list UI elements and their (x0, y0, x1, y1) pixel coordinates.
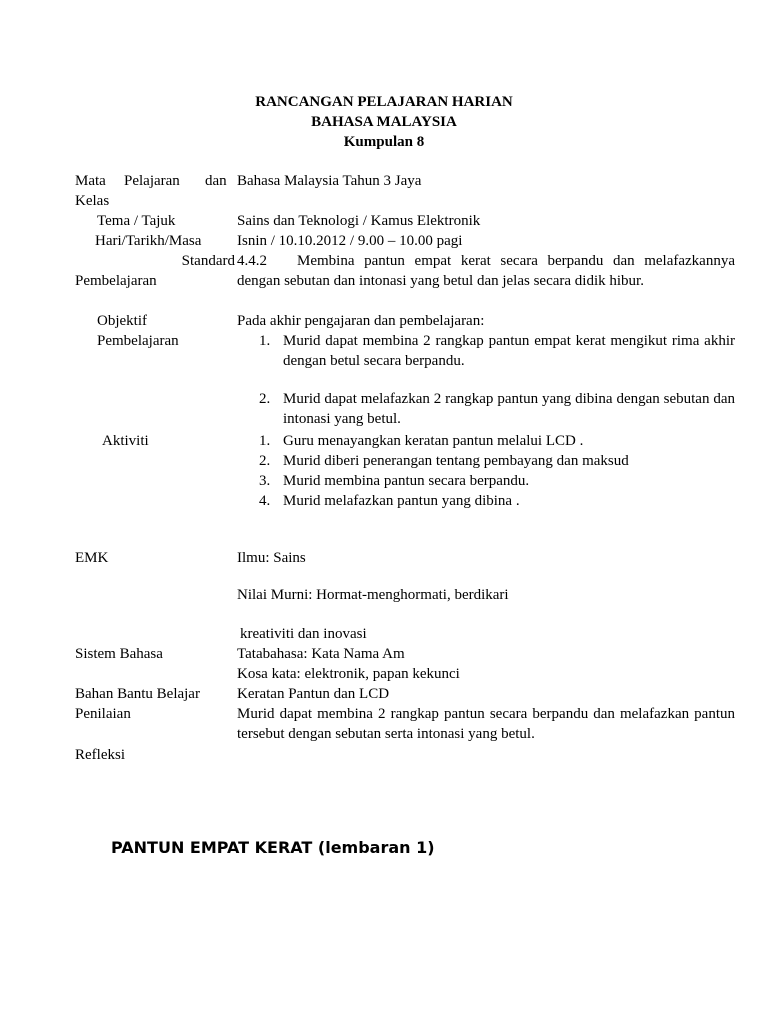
pantun-sheet-title: PANTUN EMPAT KERAT (lembaran 1) (111, 838, 435, 857)
standard-text: Membina pantun empat kerat secara berpandu dan melafazkannya dengan sebutan dan intonasi yang betul dan jelas secara didik hibur. (237, 253, 735, 289)
value-hari: Isnin / 10.10.2012 / 9.00 – 10.00 pagi (237, 233, 463, 249)
list-item: 4. Murid melafazkan pantun yang dibina . (259, 493, 520, 509)
label-refleksi: Refleksi (75, 747, 125, 763)
emk-ilmu: Ilmu: Sains (237, 550, 306, 566)
emk-kreativiti: kreativiti dan inovasi (240, 626, 367, 642)
label-mata: Mata (75, 173, 106, 189)
row-aktiviti (75, 431, 735, 511)
label-objektif-pembelajaran: Pembelajaran (97, 333, 179, 349)
label-penilaian: Penilaian (75, 706, 131, 722)
label-bahan-bantu: Bahan Bantu Belajar (75, 686, 200, 702)
label-pembelajaran: Pembelajaran (75, 273, 157, 289)
doc-title-line1: RANCANGAN PELAJARAN HARIAN (255, 94, 513, 110)
label-sistem-bahasa: Sistem Bahasa (75, 646, 163, 662)
sistem-kosa-kata: Kosa kata: elektronik, papan kekunci (237, 666, 460, 682)
list-item: 1. Guru menayangkan keratan pantun melalui LCD . (259, 433, 584, 449)
label-dan: dan (205, 173, 227, 189)
row-objektif (75, 311, 735, 431)
emk-nilai-murni: Nilai Murni: Hormat-menghormati, berdikari (237, 587, 509, 603)
label-standard: Standard (181, 253, 235, 269)
row-mata-pelajaran (75, 171, 735, 211)
doc-title-group: Kumpulan 8 (343, 134, 425, 150)
label-kelas: Kelas (75, 193, 110, 209)
label-objektif: Objektif (97, 313, 147, 329)
label-aktiviti: Aktiviti (102, 433, 149, 449)
sistem-tatabahasa: Tatabahasa: Kata Nama Am (237, 646, 405, 662)
value-penilaian: Murid dapat membina 2 rangkap pantun secara berpandu dan melafazkan pantun tersebut dengan sebutan serta intonasi yang betul. (237, 706, 735, 742)
list-item: 2. Murid diberi penerangan tentang pembayang dan maksud (259, 453, 629, 469)
label-hari: Hari/Tarikh/Masa (95, 233, 202, 249)
standard-code: 4.4.2 (237, 253, 267, 269)
list-item: 1. Murid dapat membina 2 rangkap pantun empat kerat mengikut rima akhir dengan betul secara berpandu. (259, 333, 735, 369)
label-pelajaran: Pelajaran (124, 173, 180, 189)
value-mata-pelajaran: Bahasa Malaysia Tahun 3 Jaya (237, 173, 422, 189)
list-item: 2. Murid dapat melafazkan 2 rangkap pantun yang dibina dengan sebutan dan intonasi yang betul. (259, 391, 735, 427)
row-standard (75, 251, 735, 311)
objektif-intro: Pada akhir pengajaran dan pembelajaran: (237, 313, 485, 329)
row-emk (75, 548, 735, 648)
row-sistem-bahasa (75, 644, 735, 684)
label-emk: EMK (75, 550, 109, 566)
list-item: 3. Murid membina pantun secara berpandu. (259, 473, 530, 489)
row-penilaian (75, 704, 735, 744)
value-standard (237, 251, 735, 291)
value-bahan-bantu: Keratan Pantun dan LCD (237, 686, 390, 702)
value-tema: Sains dan Teknologi / Kamus Elektronik (237, 213, 481, 229)
label-tema: Tema / Tajuk (97, 213, 176, 229)
doc-title-line2: BAHASA MALAYSIA (311, 114, 457, 130)
